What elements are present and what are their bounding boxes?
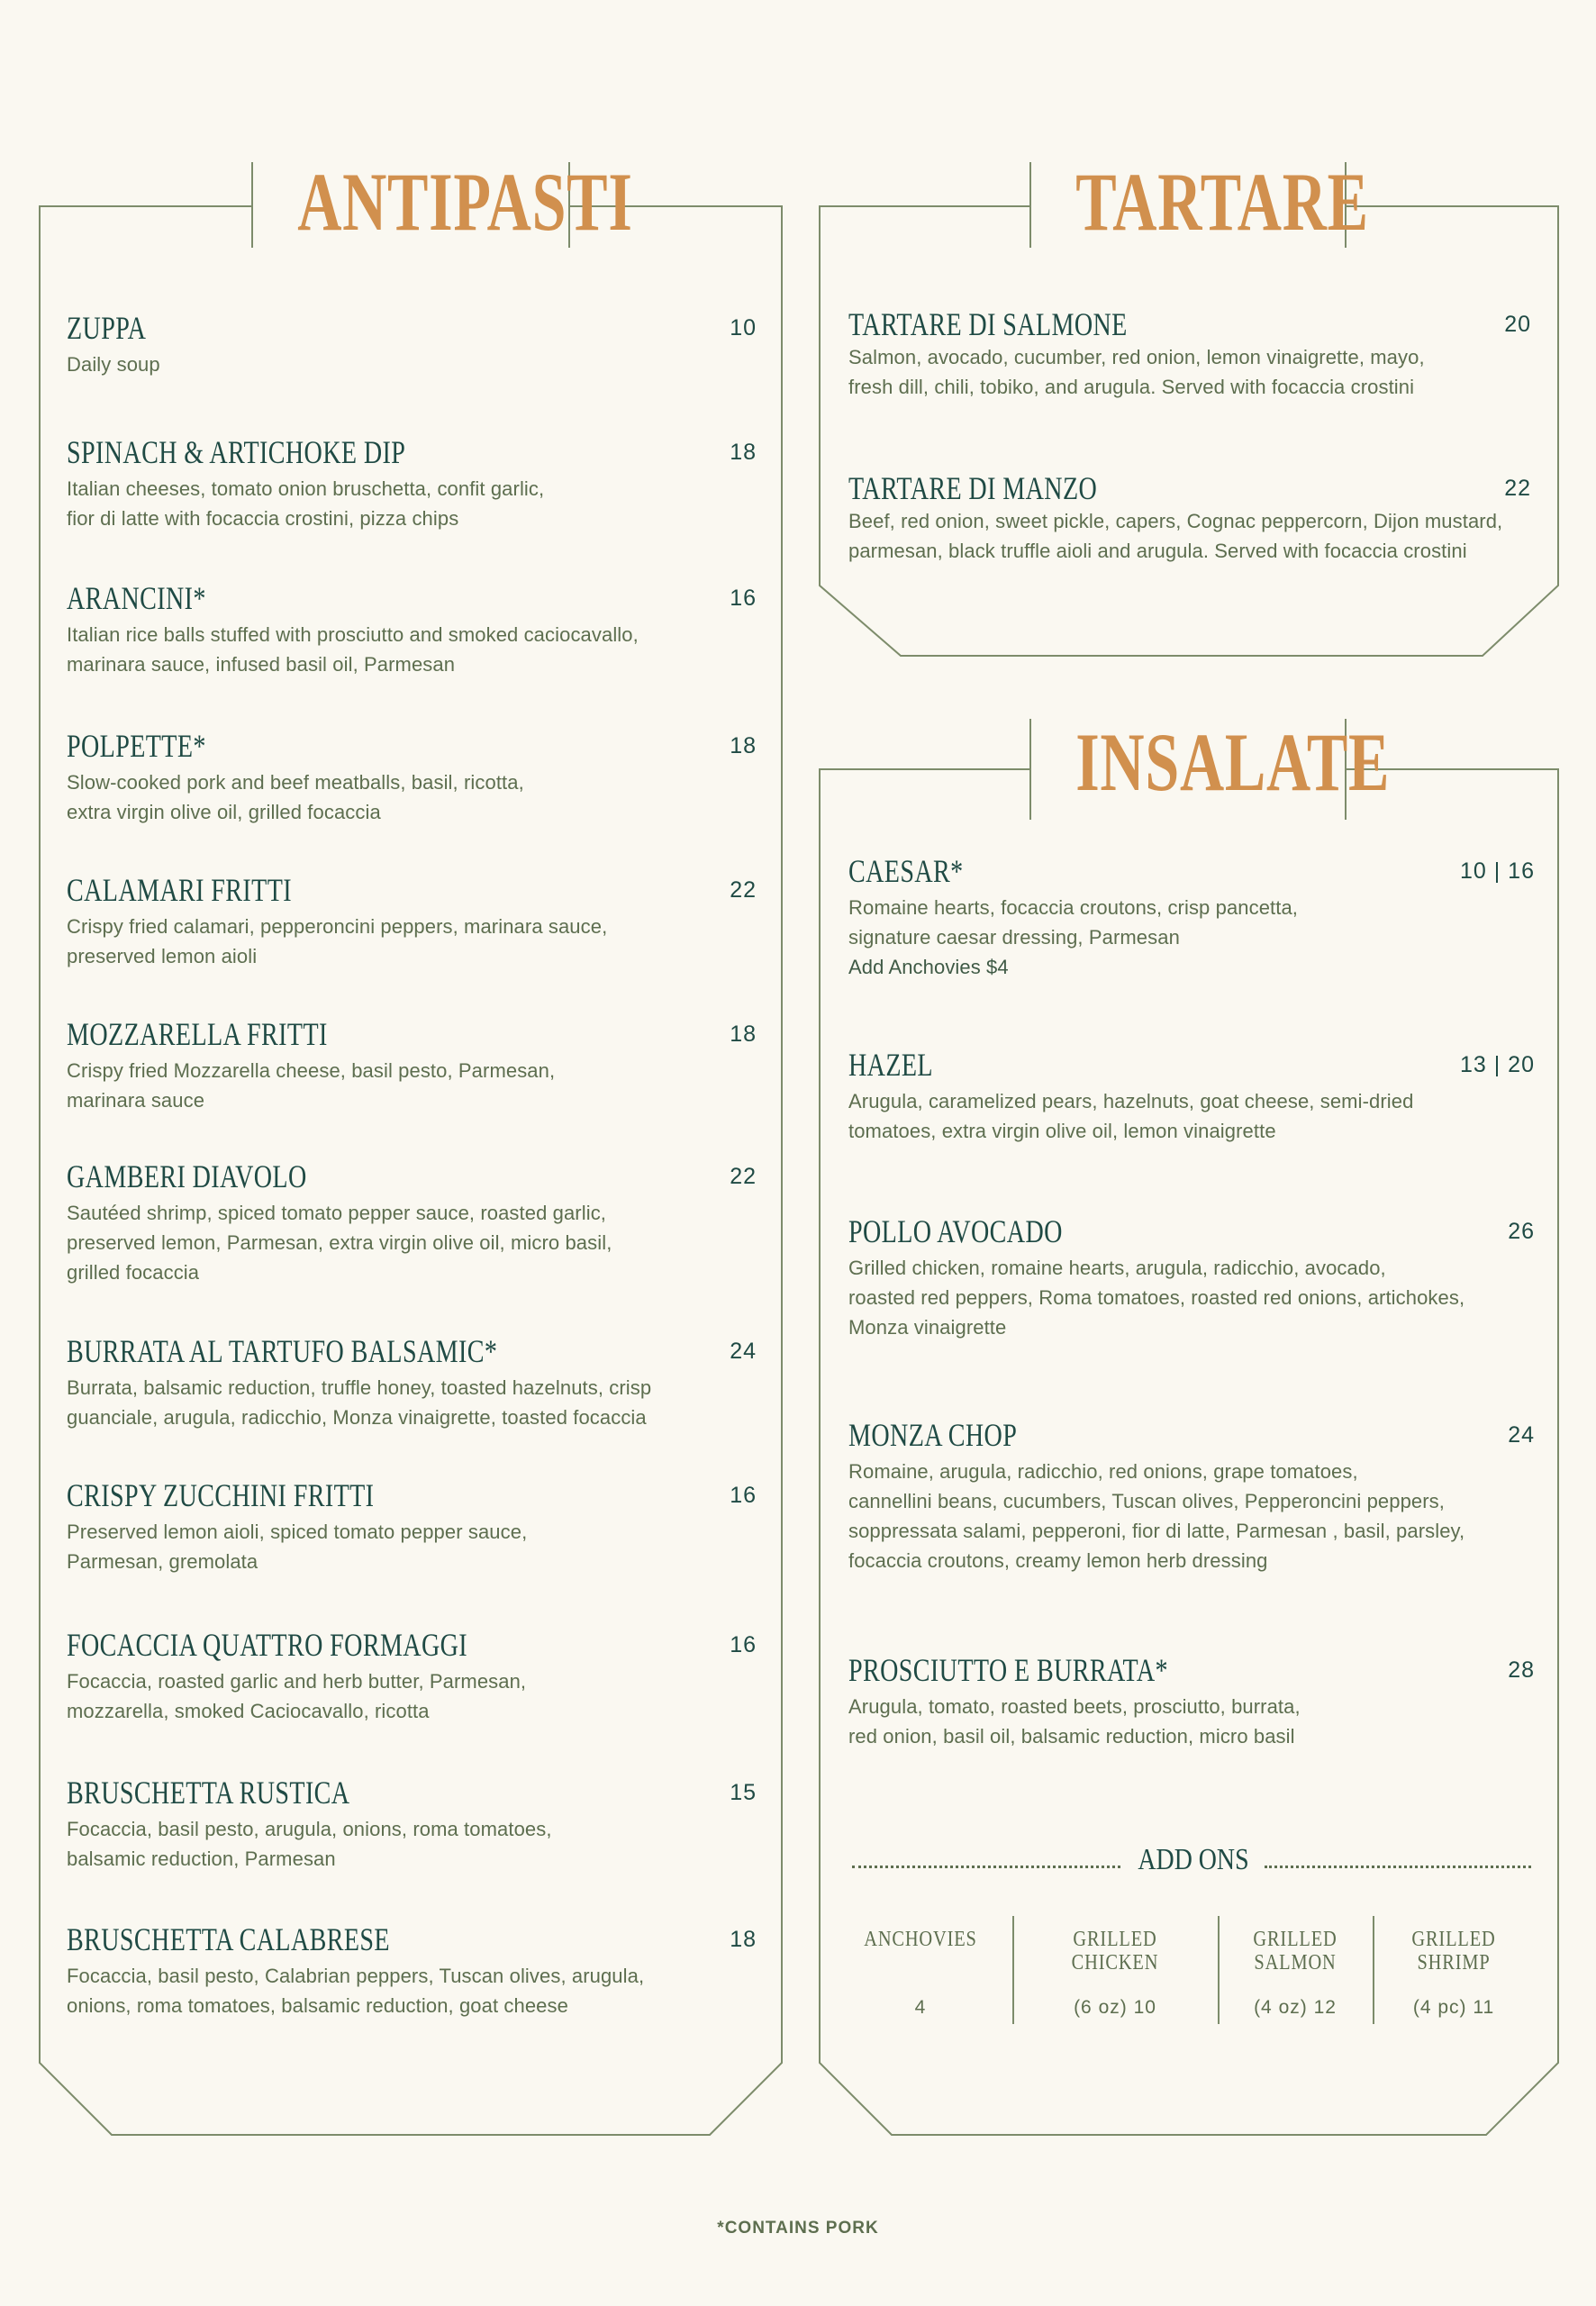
item-note: Add Anchovies $4 — [848, 956, 1009, 978]
item-name: BRUSCHETTA RUSTICA — [67, 1775, 350, 1811]
insalate-title: INSALATE — [1075, 716, 1391, 808]
addons-title: ADD ONS — [1138, 1843, 1249, 1876]
item-description — [848, 1086, 1413, 1146]
description-line: cannellini beans, cucumbers, Tuscan olives, Pepperoncini peppers, — [848, 1490, 1445, 1512]
item-name: ZUPPA — [67, 310, 147, 346]
item-description — [67, 1198, 612, 1287]
description-line: Italian cheeses, tomato onion bruschetta, confit garlic, — [67, 477, 545, 500]
description-line: Focaccia, basil pesto, arugula, onions, roma tomatoes, — [67, 1818, 552, 1840]
item-description — [67, 474, 544, 533]
description-line: red onion, basil oil, balsamic reduction, micro basil — [848, 1725, 1295, 1748]
item-name: SPINACH & ARTICHOKE DIP — [67, 434, 406, 470]
description-line: marinara sauce, infused basil oil, Parmesan — [67, 653, 456, 676]
item-name: FOCACCIA QUATTRO FORMAGGI — [67, 1627, 468, 1663]
addon-name: SALMON — [1254, 1951, 1337, 1975]
description-line: Crispy fried calamari, pepperoncini peppers, marinara sauce, — [67, 915, 608, 938]
item-description — [848, 893, 1298, 982]
description-line: Romaine, arugula, radicchio, red onions, grape tomatoes, — [848, 1460, 1358, 1483]
description-line: signature caesar dressing, Parmesan — [848, 926, 1180, 949]
item-description — [848, 506, 1502, 566]
item-price: 18 — [730, 733, 757, 758]
item-name: POLPETTE* — [67, 728, 206, 764]
description-line: Preserved lemon aioli, spiced tomato pepper sauce, — [67, 1521, 528, 1543]
description-line: preserved lemon, Parmesan, extra virgin olive oil, micro basil, — [67, 1231, 612, 1254]
description-line: Burrata, balsamic reduction, truffle honey, toasted hazelnuts, crisp — [67, 1376, 652, 1399]
addon-item — [1218, 1928, 1373, 2018]
item-name: POLLO AVOCADO — [848, 1213, 1063, 1249]
addon-price: (4 pc) 11 — [1412, 1997, 1495, 2018]
description-line: parmesan, black truffle aioli and arugula. Served with focaccia crostini — [848, 540, 1467, 562]
description-line: Daily soup — [67, 353, 160, 376]
description-line: Sautéed shrimp, spiced tomato pepper sauce, roasted garlic, — [67, 1202, 607, 1224]
item-name: TARTARE DI MANZO — [848, 470, 1098, 506]
item-name: MOZZARELLA FRITTI — [67, 1016, 328, 1052]
description-line: Focaccia, roasted garlic and herb butter, Parmesan, — [67, 1670, 527, 1693]
description-line: fior di latte with focaccia crostini, pizza chips — [67, 507, 459, 530]
item-price: 24 — [730, 1339, 757, 1364]
item-price: 13 | 20 — [1459, 1052, 1535, 1077]
item-price: 22 — [730, 1164, 757, 1189]
description-line: Italian rice balls stuffed with prosciutto and smoked caciocavallo, — [67, 623, 639, 646]
item-price: 18 — [730, 1927, 757, 1952]
item-name: TARTARE DI SALMONE — [848, 306, 1128, 342]
item-price: 15 — [730, 1780, 757, 1805]
description-line: tomatoes, extra virgin olive oil, lemon vinaigrette — [848, 1120, 1276, 1142]
description-line: mozzarella, smoked Caciocavallo, ricotta — [67, 1700, 430, 1722]
addon-name: GRILLED — [1073, 1928, 1157, 1951]
description-line: Crispy fried Mozzarella cheese, basil pesto, Parmesan, — [67, 1059, 556, 1082]
description-line: roasted red peppers, Roma tomatoes, roasted red onions, artichokes, — [848, 1286, 1465, 1309]
description-line: focaccia croutons, creamy lemon herb dressing — [848, 1549, 1268, 1572]
item-price: 10 | 16 — [1459, 858, 1535, 884]
description-line: onions, roma tomatoes, balsamic reduction, goat cheese — [67, 1994, 568, 2017]
description-line: Focaccia, basil pesto, Calabrian peppers, Tuscan olives, arugula, — [67, 1965, 645, 1987]
item-name: CALAMARI FRITTI — [67, 872, 292, 908]
addon-price: (6 oz) 10 — [1074, 1997, 1156, 2018]
item-price: 24 — [1508, 1422, 1535, 1448]
item-name: PROSCIUTTO E BURRATA* — [848, 1652, 1168, 1688]
item-description — [67, 620, 639, 679]
description-line: preserved lemon aioli — [67, 945, 258, 967]
item-description — [67, 350, 160, 379]
item-price: 28 — [1508, 1657, 1535, 1683]
antipasti-title: ANTIPASTI — [297, 156, 633, 248]
contains-pork-footnote: *CONTAINS PORK — [717, 2219, 879, 2238]
addons-dotted-rule-left — [852, 1866, 1120, 1868]
item-price: 22 — [730, 877, 757, 903]
addon-separator — [1373, 1916, 1374, 2024]
description-line: Salmon, avocado, cucumber, red onion, lemon vinaigrette, mayo, — [848, 346, 1425, 368]
item-description — [848, 1253, 1465, 1342]
item-description — [67, 1961, 644, 2020]
item-price: 26 — [1508, 1219, 1535, 1244]
addon-separator — [1218, 1916, 1220, 2024]
item-name: ARANCINI* — [67, 580, 206, 616]
addon-item — [1373, 1928, 1535, 2018]
item-price: 18 — [730, 1021, 757, 1047]
item-description — [67, 1517, 527, 1576]
item-description — [67, 1666, 526, 1726]
item-name: MONZA CHOP — [848, 1417, 1018, 1453]
item-name: BURRATA AL TARTUFO BALSAMIC* — [67, 1333, 498, 1369]
description-line: balsamic reduction, Parmesan — [67, 1848, 336, 1870]
item-description — [67, 912, 607, 971]
description-line: Arugula, caramelized pears, hazelnuts, goat cheese, semi-dried — [848, 1090, 1414, 1112]
description-line: extra virgin olive oil, grilled focaccia — [67, 801, 381, 823]
item-description — [848, 342, 1425, 402]
description-line: fresh dill, chili, tobiko, and arugula. Served with focaccia crostini — [848, 376, 1415, 398]
item-name: GAMBERI DIAVOLO — [67, 1158, 307, 1194]
addon-item — [1012, 1928, 1218, 2018]
item-description — [67, 1056, 555, 1115]
item-price: 16 — [730, 1483, 757, 1508]
description-line: Romaine hearts, focaccia croutons, crisp pancetta, — [848, 896, 1299, 919]
item-price: 18 — [730, 440, 757, 465]
description-line: Grilled chicken, romaine hearts, arugula, radicchio, avocado, — [848, 1257, 1386, 1279]
item-name: HAZEL — [848, 1047, 933, 1083]
addons-dotted-rule-right — [1265, 1866, 1531, 1868]
item-price: 22 — [1504, 476, 1531, 501]
item-description — [848, 1692, 1301, 1751]
addon-name: ANCHOVIES — [864, 1928, 977, 1951]
description-line: Slow-cooked pork and beef meatballs, basil, ricotta, — [67, 771, 524, 794]
addon-item — [848, 1928, 993, 2018]
description-line: guanciale, arugula, radicchio, Monza vinaigrette, toasted focaccia — [67, 1406, 647, 1429]
description-line: marinara sauce — [67, 1089, 205, 1112]
tartare-title: TARTARE — [1075, 156, 1369, 248]
tartare-panel-border — [820, 206, 1558, 656]
description-line: Beef, red onion, sweet pickle, capers, Cognac peppercorn, Dijon mustard, — [848, 510, 1503, 532]
description-line: Monza vinaigrette — [848, 1316, 1007, 1339]
addon-name: GRILLED — [1411, 1928, 1496, 1951]
addon-price: (4 oz) 12 — [1254, 1997, 1337, 2018]
item-price: 16 — [730, 586, 757, 611]
item-description — [848, 1457, 1465, 1575]
description-line: Arugula, tomato, roasted beets, prosciutto, burrata, — [848, 1695, 1301, 1718]
description-line: grilled focaccia — [67, 1261, 200, 1284]
description-line: soppressata salami, pepperoni, fior di latte, Parmesan , basil, parsley, — [848, 1520, 1465, 1542]
item-price: 16 — [730, 1632, 757, 1657]
item-description — [67, 1814, 552, 1874]
addon-name: GRILLED — [1253, 1928, 1338, 1951]
item-name: BRUSCHETTA CALABRESE — [67, 1921, 390, 1957]
item-price: 10 — [730, 315, 757, 340]
item-price: 20 — [1504, 312, 1531, 337]
addon-name: CHICKEN — [1071, 1951, 1159, 1975]
item-name: CAESAR* — [848, 853, 964, 889]
addon-name: SHRIMP — [1417, 1951, 1491, 1975]
item-description — [67, 767, 524, 827]
description-line: Parmesan, gremolata — [67, 1550, 258, 1573]
addon-separator — [1012, 1916, 1014, 2024]
item-description — [67, 1373, 651, 1432]
item-name: CRISPY ZUCCHINI FRITTI — [67, 1477, 375, 1513]
addon-price: 4 — [914, 1997, 927, 2018]
